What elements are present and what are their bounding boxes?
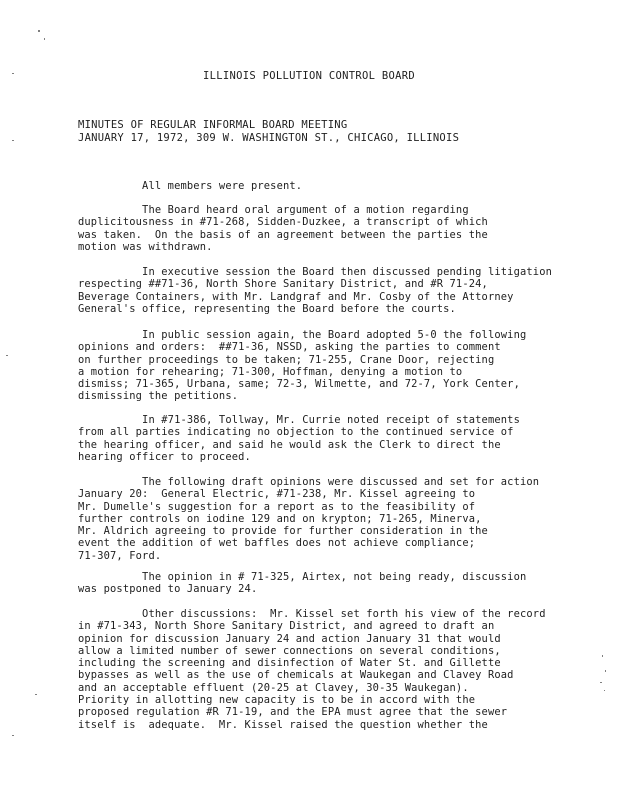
text-line: General's office, representing the Board before the courts.: [78, 302, 456, 315]
text-line: In #71-386, Tollway, Mr. Currie noted receipt of statements: [78, 414, 520, 426]
scan-speck: [12, 73, 14, 74]
text-line: and an acceptable effluent (20-25 at Clavey, 30-35 Waukegan).: [78, 681, 469, 694]
text-line: duplicitousness in #71-268, Sidden-Duzkee, a transcript of which: [78, 216, 488, 229]
paragraph: [78, 180, 578, 192]
text-line: a motion for rehearing; 71-300, Hoffman, denying a motion to: [78, 365, 463, 378]
scan-speck: [12, 735, 14, 736]
meeting-heading: [78, 119, 459, 145]
text-line: on further proceedings to be taken; 71-255, Crane Door, rejecting: [78, 353, 495, 366]
document-title: ILLINOIS POLLUTION CONTROL BOARD: [203, 70, 415, 82]
text-line: bypasses as well as the use of chemicals at Waukegan and Clavey Road: [78, 669, 514, 682]
text-line: was postponed to January 24.: [78, 583, 258, 596]
text-line: in #71-343, North Shore Sanitary District, and agreed to draft an: [78, 620, 495, 633]
text-line: from all parties indicating no objection to the continued service of: [78, 426, 514, 439]
scan-speck: [35, 694, 37, 695]
text-line: opinions and orders: ##71-36, NSSD, asking the parties to comment: [78, 341, 501, 354]
text-line: Beverage Containers, with Mr. Landgraf and Mr. Cosby of the Attorney: [78, 290, 514, 303]
text-line: In executive session the Board then discussed pending litigation: [78, 266, 553, 278]
text-line: hearing officer to proceed.: [78, 450, 251, 463]
paragraph: [78, 266, 578, 315]
text-line: In public session again, the Board adopted 5-0 the following: [78, 329, 527, 341]
text-line: further controls on iodine 129 and on krypton; 71-265, Minerva,: [78, 512, 482, 525]
meeting-heading-line: MINUTES OF REGULAR INFORMAL BOARD MEETING: [78, 119, 348, 131]
text-line: The following draft opinions were discussed and set for action: [78, 476, 540, 488]
scan-speck: [6, 355, 8, 356]
scan-speck: [38, 30, 40, 32]
scan-speck: [605, 670, 606, 672]
text-line: dismiss; 71-365, Urbana, same; 72-3, Wilmette, and 72-7, York Center,: [78, 378, 520, 391]
text-line: dismissing the petitions.: [78, 390, 239, 403]
text-line: motion was withdrawn.: [78, 240, 213, 253]
text-line: respecting ##71-36, North Shore Sanitary District, and #R 71-24,: [78, 278, 488, 291]
scan-speck: [44, 38, 45, 40]
scan-speck: [600, 682, 602, 683]
text-line: opinion for discussion January 24 and action January 31 that would: [78, 632, 501, 645]
text-line: Mr. Aldrich agreeing to provide for further consideration in the: [78, 525, 488, 538]
text-line: Other discussions: Mr. Kissel set forth his view of the record: [78, 608, 546, 620]
scan-speck: [12, 140, 14, 141]
paragraph: [78, 329, 578, 403]
scan-speck: [602, 655, 603, 657]
text-line: The opinion in # 71-325, Airtex, not being ready, discussion: [78, 571, 527, 583]
text-line: The Board heard oral argument of a motion regarding: [78, 204, 469, 216]
paragraph: [78, 571, 578, 596]
paragraph: [78, 414, 578, 463]
paragraph: [78, 476, 578, 562]
scan-speck: [604, 690, 605, 691]
text-line: All members were present.: [78, 180, 303, 192]
text-line: including the screening and disinfection of Water St. and Gillette: [78, 657, 501, 670]
text-line: was taken. On the basis of an agreement between the parties the: [78, 228, 488, 241]
text-line: the hearing officer, and said he would ask the Clerk to direct the: [78, 438, 501, 451]
text-line: Mr. Dumelle's suggestion for a report as to the feasibility of: [78, 500, 476, 513]
meeting-heading-line: JANUARY 17, 1972, 309 W. WASHINGTON ST., CHICAGO, ILLINOIS: [78, 132, 460, 144]
text-line: proposed regulation #R 71-19, and the EPA must agree that the sewer: [78, 706, 508, 719]
paragraph: [78, 204, 578, 253]
paragraph: [78, 608, 578, 731]
text-line: Priority in allotting new capacity is to be in accord with the: [78, 694, 476, 707]
text-line: 71-307, Ford.: [78, 549, 162, 562]
text-line: itself is adequate. Mr. Kissel raised the question whether the: [78, 718, 488, 731]
text-line: event the addition of wet baffles does not achieve compliance;: [78, 537, 476, 550]
text-line: January 20: General Electric, #71-238, Mr. Kissel agreeing to: [78, 488, 476, 501]
text-line: allow a limited number of sewer connections on several conditions,: [78, 644, 501, 657]
